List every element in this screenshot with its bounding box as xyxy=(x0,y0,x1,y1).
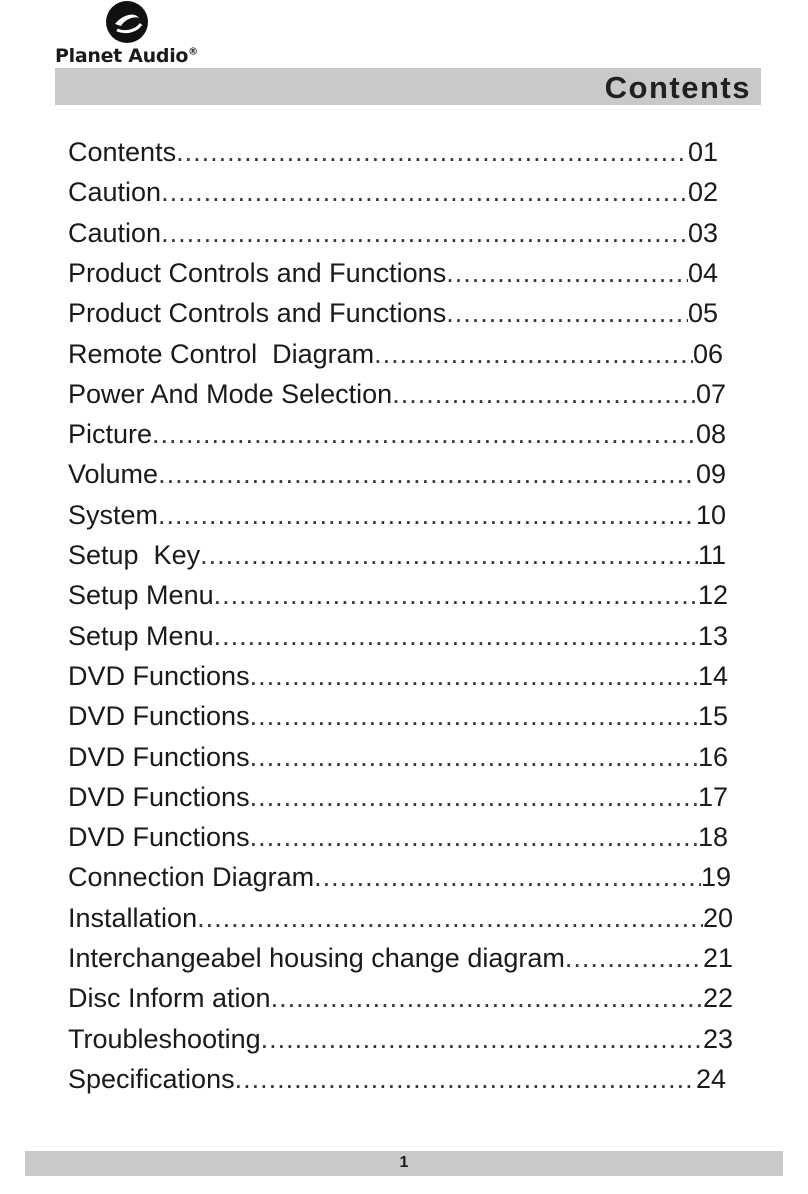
toc-entry-page: 09 xyxy=(695,459,726,490)
toc-entry[interactable] xyxy=(68,1064,726,1104)
toc-entry-page: 16 xyxy=(697,741,728,772)
toc-entry-page: 10 xyxy=(695,499,726,530)
toc-entry[interactable] xyxy=(68,1024,733,1064)
toc-entry-page: 20 xyxy=(702,902,733,933)
toc-leader-dots xyxy=(446,258,688,289)
toc-leader-dots xyxy=(214,621,698,652)
toc-entry-page: 23 xyxy=(702,1023,733,1054)
toc-leader-dots xyxy=(214,580,698,611)
toc-entry-title: Setup Key xyxy=(68,540,201,570)
toc-entry-page: 08 xyxy=(695,419,726,450)
toc-entry-title: System xyxy=(68,499,159,530)
toc-entry[interactable] xyxy=(68,298,718,338)
toc-entry-page: 07 xyxy=(695,378,726,409)
toc-entry-page: 19 xyxy=(700,862,731,893)
toc-entry-title: Installation xyxy=(68,902,198,933)
toc-leader-dots xyxy=(374,339,693,370)
toc-leader-dots xyxy=(250,661,698,692)
toc-entry-title: Power And Mode Selection xyxy=(68,378,393,409)
toc-entry[interactable] xyxy=(68,339,723,379)
footer-bar xyxy=(25,1151,783,1176)
toc-leader-dots xyxy=(176,137,688,168)
toc-entry-page: 01 xyxy=(687,137,718,167)
toc-entry-title: Troubleshooting xyxy=(68,1023,261,1054)
toc-leader-dots xyxy=(158,459,696,490)
brand-name-text: Planet Audio xyxy=(55,45,189,67)
toc-entry[interactable] xyxy=(68,621,728,661)
brand-logo xyxy=(55,0,215,70)
toc-entry-page: 06 xyxy=(692,338,723,369)
toc-entry[interactable] xyxy=(68,137,718,177)
toc-entry[interactable] xyxy=(68,459,726,499)
toc-leader-dots xyxy=(197,903,703,934)
toc-entry-title: Product Controls and Functions xyxy=(68,257,447,288)
brand-name xyxy=(55,45,198,67)
toc-leader-dots xyxy=(446,298,688,329)
toc-entry-title: Disc Inform ation xyxy=(68,983,271,1014)
toc-leader-dots xyxy=(392,379,696,410)
toc-entry-title: DVD Functions xyxy=(68,701,250,732)
toc-entry[interactable] xyxy=(68,540,726,580)
toc-leader-dots xyxy=(161,177,688,208)
toc-entry-page: 05 xyxy=(687,298,718,329)
toc-entry[interactable] xyxy=(68,903,733,943)
registered-mark: ® xyxy=(188,46,198,58)
toc-entry-title: DVD Functions xyxy=(68,822,250,853)
toc-entry-page: 13 xyxy=(697,620,728,651)
toc-leader-dots xyxy=(314,862,701,893)
toc-entry[interactable] xyxy=(68,822,728,862)
toc-leader-dots xyxy=(261,1024,703,1055)
toc-entry[interactable] xyxy=(68,500,726,540)
toc-entry-title: Specifications xyxy=(68,1063,235,1094)
toc-entry-page: 24 xyxy=(695,1063,726,1094)
toc-entry[interactable] xyxy=(68,258,718,298)
toc-entry-page: 03 xyxy=(687,217,718,248)
toc-entry-page: 11 xyxy=(697,540,726,570)
toc-leader-dots xyxy=(271,983,703,1014)
toc-leader-dots xyxy=(250,782,698,813)
toc-leader-dots xyxy=(158,500,696,531)
toc-entry-title: DVD Functions xyxy=(68,741,250,772)
toc-entry[interactable] xyxy=(68,580,728,620)
toc-entry-title: Remote Control Diagram xyxy=(68,338,375,369)
toc-entry-title: Product Controls and Functions xyxy=(68,298,447,329)
toc-entry-page: 18 xyxy=(697,822,728,853)
toc-entry-page: 22 xyxy=(702,983,733,1014)
toc-leader-dots xyxy=(565,943,703,974)
toc-entry-title: Contents xyxy=(68,137,177,167)
toc-entry[interactable] xyxy=(68,177,718,217)
toc-entry-title: Volume xyxy=(68,459,159,490)
page-title: Contents xyxy=(604,70,751,105)
planet-logo-icon xyxy=(101,0,161,48)
toc-entry-title: Setup Menu xyxy=(68,580,214,611)
toc-leader-dots xyxy=(200,540,698,571)
toc-entry[interactable] xyxy=(68,701,728,741)
toc-leader-dots xyxy=(250,701,698,732)
toc-leader-dots xyxy=(250,742,698,773)
toc-entry-page: 04 xyxy=(687,257,718,288)
toc-leader-dots xyxy=(161,218,688,249)
header-bar xyxy=(55,68,761,105)
toc-leader-dots xyxy=(152,419,696,450)
toc-entry-page: 12 xyxy=(697,580,728,611)
toc-entry-title: Caution xyxy=(68,217,162,248)
page-number: 1 xyxy=(399,1154,409,1171)
toc-entry-page: 14 xyxy=(697,660,728,691)
toc-entry[interactable] xyxy=(68,983,733,1023)
toc-entry-title: Picture xyxy=(68,419,153,450)
toc-entry[interactable] xyxy=(68,379,726,419)
toc-entry-title: Setup Menu xyxy=(68,620,214,651)
toc-entry-page: 21 xyxy=(702,943,733,973)
toc-leader-dots xyxy=(235,1064,696,1095)
toc-entry-page: 02 xyxy=(687,177,718,208)
toc-entry-title: DVD Functions xyxy=(68,660,250,691)
toc-entry[interactable] xyxy=(68,782,728,822)
toc-entry[interactable] xyxy=(68,218,718,258)
toc-entry[interactable] xyxy=(68,419,726,459)
toc-entry-page: 17 xyxy=(697,781,728,812)
toc-entry[interactable] xyxy=(68,742,728,782)
toc-leader-dots xyxy=(250,822,698,853)
toc-entry-title: DVD Functions xyxy=(68,781,250,812)
toc-entry[interactable] xyxy=(68,943,733,983)
toc-entry-page: 15 xyxy=(697,701,728,732)
toc-entry[interactable] xyxy=(68,862,731,902)
toc-entry[interactable] xyxy=(68,661,728,701)
toc-entry-title: Connection Diagram xyxy=(68,862,315,893)
toc-entry-title: Interchangeabel housing change diagram xyxy=(68,943,565,973)
toc-entry-title: Caution xyxy=(68,177,162,208)
